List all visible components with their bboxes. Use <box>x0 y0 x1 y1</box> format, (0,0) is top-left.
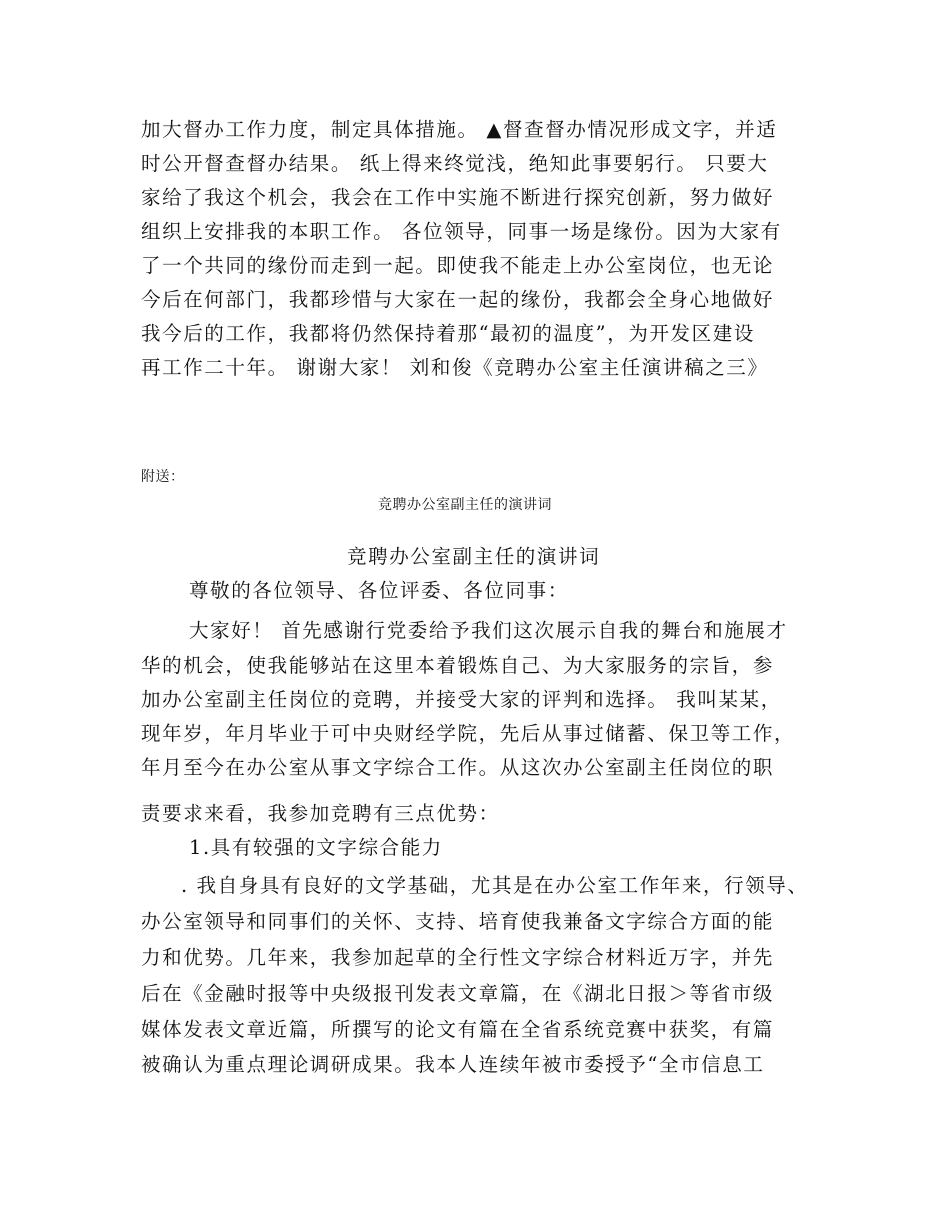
salutation: 尊敬的各位领导、各位评委、各位同事： <box>189 579 569 602</box>
numbered-heading: 1.具有较强的文字综合能力 <box>189 836 443 859</box>
paragraph-line: 年月至今在办公室从事文字综合工作。从这次办公室副主任岗位的职 <box>141 756 775 779</box>
paragraph-line: 我今后的工作，我都将仍然保持着那“最初的温度”，为开发区建设 <box>141 322 755 345</box>
appendix-small-title: 竞聘办公室副主任的演讲词 <box>378 497 552 513</box>
paragraph-line: 加大督办工作力度，制定具体措施。 ▲督查督办情况形成文字，并适 <box>141 118 778 141</box>
speech-title: 竞聘办公室副主任的演讲词 <box>347 545 601 568</box>
paragraph-line: 今后在何部门，我都珍惜与大家在一起的缘份，我都会全身心地做好 <box>141 288 775 311</box>
paragraph-line: 家给了我这个机会，我会在工作中实施不断进行探究创新，努力做好 <box>141 186 775 209</box>
paragraph-line: 被确认为重点理论调研成果。我本人连续年被市委授予“全市信息工 <box>141 1053 765 1076</box>
paragraph-line: 后在《金融时报等中央级报刊发表文章篇，在《湖北日报＞等省市级 <box>141 982 775 1005</box>
paragraph-line: 现年岁，年月毕业于可中央财经学院，先后从事过储蓄、保卫等工作， <box>141 722 796 745</box>
paragraph-line: 加办公室副主任岗位的竞聘，并接受大家的评判和选择。 我叫某某， <box>141 688 782 711</box>
paragraph-line: 媒体发表文章近篇，所撰写的论文有篇在全省系统竞赛中获奖，有篇 <box>141 1018 775 1041</box>
paragraph-line: 大家好！ 首先感谢行党委给予我们这次展示自我的舞台和施展才 <box>189 619 788 642</box>
paragraph-line: 时公开督查督办结果。 纸上得来终觉浅，绝知此事要躬行。 只要大 <box>141 152 769 175</box>
paragraph-line: 华的机会，使我能够站在这里本着锻炼自己、为大家服务的宗旨，参 <box>141 654 775 677</box>
paragraph-line: 再工作二十年。 谢谢大家！ 刘和俊《竞聘办公室主任演讲稿之三》 <box>141 356 769 379</box>
paragraph-line: 了一个共同的缘份而走到一起。即使我不能走上办公室岗位，也无论 <box>141 254 775 277</box>
appendix-label: 附送： <box>141 469 185 485</box>
paragraph-line: 责要求来看，我参加竞聘有三点优势： <box>141 802 500 825</box>
paragraph-line: . 我自身具有良好的文学基础，尤其是在办公室工作年来，行领导、 <box>181 874 809 897</box>
paragraph-line: 办公室领导和同事们的关怀、支持、培育使我兼备文字综合方面的能 <box>141 910 775 933</box>
paragraph-line: 力和优势。几年来，我参加起草的全行性文字综合材料近万字，并先 <box>141 946 775 969</box>
paragraph-line: 组织上安排我的本职工作。 各位领导，同事一场是缘份。因为大家有 <box>141 220 782 243</box>
